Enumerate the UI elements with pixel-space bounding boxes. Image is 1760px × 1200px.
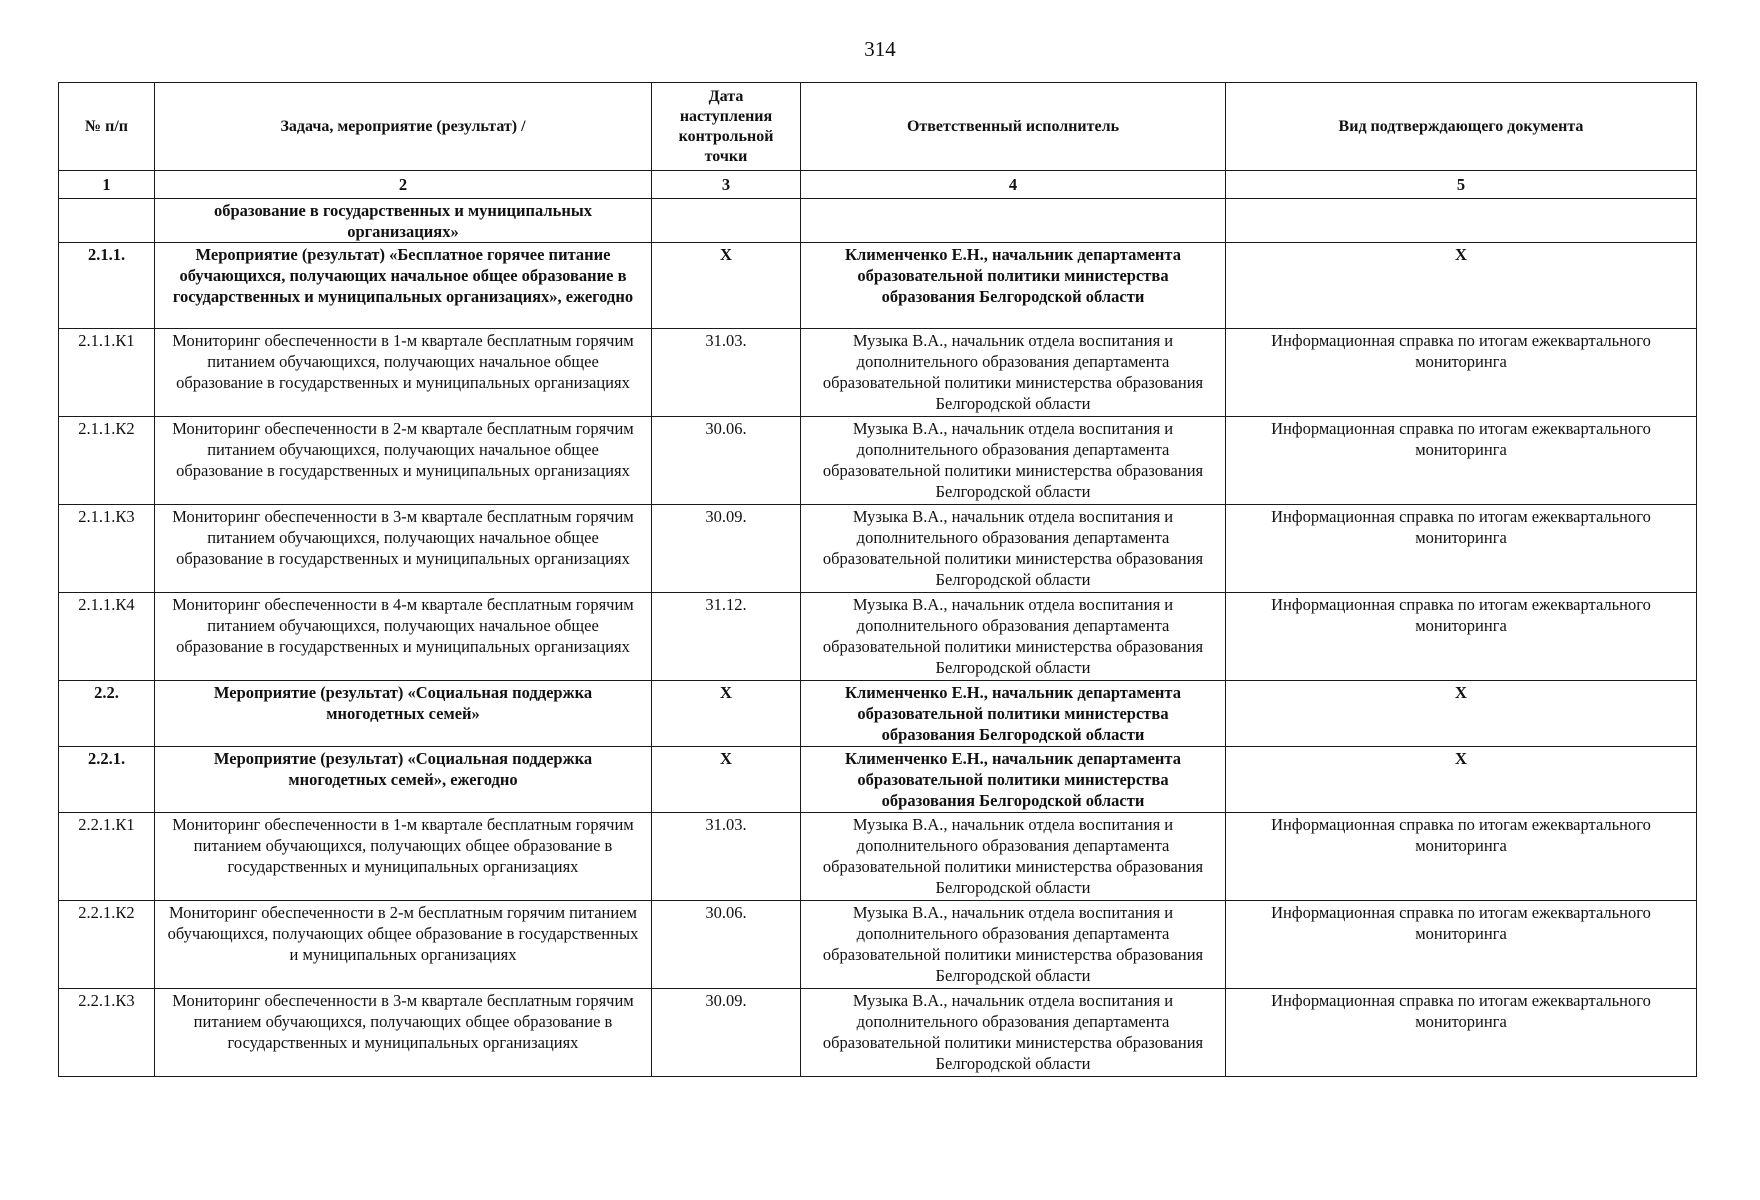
table-row <box>59 593 1697 681</box>
row-task: Мониторинг обеспеченности в 2-м бесплатным горячим питанием обучающихся, получающих общее образование в государственных и муниципальных организациях <box>155 901 652 989</box>
table-header-row <box>59 83 1697 171</box>
row-number <box>59 199 155 243</box>
table-row <box>59 747 1697 813</box>
control-points-table <box>58 82 1697 1077</box>
row-task: Мониторинг обеспеченности в 3-м квартале бесплатным горячим питанием обучающихся, получающих начальное общее образование в государственных и муниципальных организациях <box>155 505 652 593</box>
header-document-type: Вид подтверждающего документа <box>1226 83 1697 171</box>
row-task: Мониторинг обеспеченности в 1-м квартале бесплатным горячим питанием обучающихся, получающих начальное общее образование в государственных и муниципальных организациях <box>155 329 652 417</box>
row-control-date: 30.06. <box>652 417 801 505</box>
row-responsible: Клименченко Е.Н., начальник департамента образовательной политики министерства образования Белгородской области <box>801 243 1226 329</box>
row-task: Мероприятие (результат) «Социальная поддержка многодетных семей», ежегодно <box>155 747 652 813</box>
row-document-type: Информационная справка по итогам ежеквартального мониторинга <box>1226 593 1697 681</box>
table-row <box>59 505 1697 593</box>
row-number: 2.2. <box>59 681 155 747</box>
row-number: 2.1.1.К1 <box>59 329 155 417</box>
table-row <box>59 417 1697 505</box>
row-control-date: X <box>652 681 801 747</box>
table-row <box>59 681 1697 747</box>
row-responsible: Музыка В.А., начальник отдела воспитания и дополнительного образования департамента образовательной политики министерства образования Белгородской области <box>801 989 1226 1077</box>
row-control-date: X <box>652 747 801 813</box>
row-document-type: Информационная справка по итогам ежеквартального мониторинга <box>1226 989 1697 1077</box>
row-task: Мониторинг обеспеченности в 1-м квартале бесплатным горячим питанием обучающихся, получающих общее образование в государственных и муниципальных организациях <box>155 813 652 901</box>
row-control-date: 30.09. <box>652 505 801 593</box>
row-document-type: Информационная справка по итогам ежеквартального мониторинга <box>1226 417 1697 505</box>
header-number: № п/п <box>59 83 155 171</box>
column-index: 1 <box>59 171 155 199</box>
row-control-date: 30.06. <box>652 901 801 989</box>
row-responsible <box>801 199 1226 243</box>
row-number: 2.2.1.К2 <box>59 901 155 989</box>
row-document-type: X <box>1226 681 1697 747</box>
column-index: 4 <box>801 171 1226 199</box>
row-control-date <box>652 199 801 243</box>
row-responsible: Музыка В.А., начальник отдела воспитания и дополнительного образования департамента образовательной политики министерства образования Белгородской области <box>801 329 1226 417</box>
page-number: 314 <box>864 37 896 61</box>
row-control-date: X <box>652 243 801 329</box>
row-responsible: Музыка В.А., начальник отдела воспитания и дополнительного образования департамента образовательной политики министерства образования Белгородской области <box>801 417 1226 505</box>
table-row <box>59 901 1697 989</box>
row-task: Мониторинг обеспеченности в 4-м квартале бесплатным горячим питанием обучающихся, получающих начальное общее образование в государственных и муниципальных организациях <box>155 593 652 681</box>
row-control-date: 31.03. <box>652 813 801 901</box>
row-responsible: Музыка В.А., начальник отдела воспитания и дополнительного образования департамента образовательной политики министерства образования Белгородской области <box>801 901 1226 989</box>
column-index: 5 <box>1226 171 1697 199</box>
table-body <box>59 199 1697 1077</box>
row-control-date: 30.09. <box>652 989 801 1077</box>
row-responsible: Клименченко Е.Н., начальник департамента образовательной политики министерства образования Белгородской области <box>801 747 1226 813</box>
row-document-type: X <box>1226 243 1697 329</box>
row-number: 2.1.1.К4 <box>59 593 155 681</box>
table-row <box>59 243 1697 329</box>
row-number: 2.2.1.К3 <box>59 989 155 1077</box>
row-document-type: Информационная справка по итогам ежеквартального мониторинга <box>1226 505 1697 593</box>
row-number: 2.1.1. <box>59 243 155 329</box>
table-row <box>59 989 1697 1077</box>
header-task: Задача, мероприятие (результат) / <box>155 83 652 171</box>
row-document-type: Информационная справка по итогам ежеквартального мониторинга <box>1226 901 1697 989</box>
row-task: Мероприятие (результат) «Бесплатное горячее питание обучающихся, получающих начальное общее образование в государственных и муниципальных организациях», ежегодно <box>155 243 652 329</box>
column-index: 2 <box>155 171 652 199</box>
column-index: 3 <box>652 171 801 199</box>
row-document-type <box>1226 199 1697 243</box>
row-task: Мониторинг обеспеченности в 3-м квартале бесплатным горячим питанием обучающихся, получающих общее образование в государственных и муниципальных организациях <box>155 989 652 1077</box>
row-document-type: Информационная справка по итогам ежеквартального мониторинга <box>1226 329 1697 417</box>
row-responsible: Музыка В.А., начальник отдела воспитания и дополнительного образования департамента образовательной политики министерства образования Белгородской области <box>801 813 1226 901</box>
row-responsible: Музыка В.А., начальник отдела воспитания и дополнительного образования департамента образовательной политики министерства образования Белгородской области <box>801 505 1226 593</box>
row-control-date: 31.03. <box>652 329 801 417</box>
row-number: 2.1.1.К3 <box>59 505 155 593</box>
table-row <box>59 199 1697 243</box>
row-control-date: 31.12. <box>652 593 801 681</box>
row-task: образование в государственных и муниципальных организациях» <box>155 199 652 243</box>
row-number: 2.1.1.К2 <box>59 417 155 505</box>
row-responsible: Музыка В.А., начальник отдела воспитания и дополнительного образования департамента образовательной политики министерства образования Белгородской области <box>801 593 1226 681</box>
row-number: 2.2.1.К1 <box>59 813 155 901</box>
row-number: 2.2.1. <box>59 747 155 813</box>
column-index-row <box>59 171 1697 199</box>
row-task: Мероприятие (результат) «Социальная поддержка многодетных семей» <box>155 681 652 747</box>
row-responsible: Клименченко Е.Н., начальник департамента образовательной политики министерства образования Белгородской области <box>801 681 1226 747</box>
row-document-type: X <box>1226 747 1697 813</box>
header-responsible: Ответственный исполнитель <box>801 83 1226 171</box>
table-row <box>59 813 1697 901</box>
row-document-type: Информационная справка по итогам ежеквартального мониторинга <box>1226 813 1697 901</box>
table-row <box>59 329 1697 417</box>
header-control-date: Дата наступления контрольной точки <box>652 83 801 171</box>
row-task: Мониторинг обеспеченности в 2-м квартале бесплатным горячим питанием обучающихся, получающих начальное общее образование в государственных и муниципальных организациях <box>155 417 652 505</box>
